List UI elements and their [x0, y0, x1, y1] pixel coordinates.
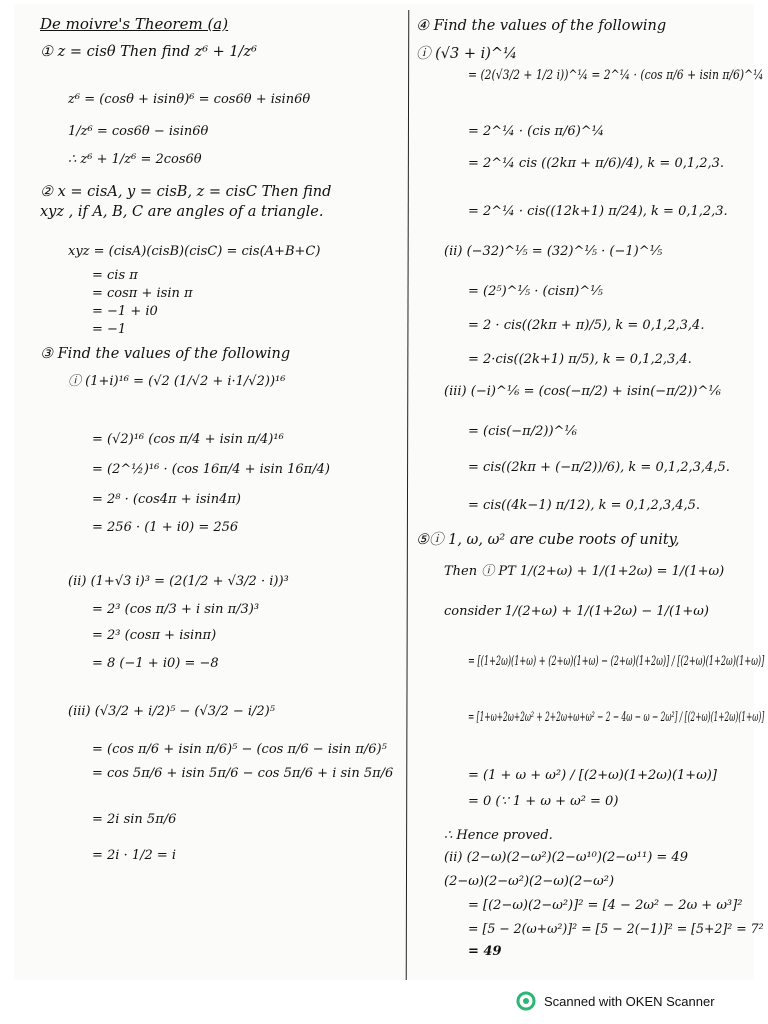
left-column-line: = (√2)¹⁶ (cos π/4 + isin π/4)¹⁶: [92, 432, 284, 447]
right-column-line: ∴ Hence proved.: [444, 828, 553, 843]
left-column-line: ② x = cisA, y = cisB, z = cisC Then find: [40, 184, 332, 200]
left-column-line: = cosπ + isin π: [92, 286, 193, 301]
right-column-line: ⓘ (√3 + i)^¼: [416, 46, 518, 62]
right-column-line: (ii) (−32)^⅕ = (32)^⅕ · (−1)^⅕: [444, 244, 663, 259]
left-column-line: = 2i · 1/2 = i: [92, 848, 177, 863]
left-column-line: = 2³ (cos π/3 + i sin π/3)³: [92, 602, 260, 617]
left-column-line: = 256 · (1 + i0) = 256: [92, 520, 239, 535]
right-column-line: ⑤ⓘ 1, ω, ω² are cube roots of unity,: [416, 532, 680, 548]
notebook-paper: [14, 4, 765, 980]
left-column-line: = cos 5π/6 + isin 5π/6 − cos 5π/6 + i sin 5π/6: [92, 766, 394, 781]
column-divider: [406, 10, 410, 980]
left-column-line: ⓘ (1+i)¹⁶ = (√2 (1/√2 + i·1/√2))¹⁶: [68, 374, 286, 389]
left-column-line: De moivre's Theorem (a): [40, 15, 229, 33]
left-column-line: (ii) (1+√3 i)³ = (2(1/2 + √3/2 · i))³: [68, 574, 289, 589]
right-column-line: = (2(√3/2 + 1/2 i))^¼ = 2^¼ · (cos π/6 + isin π/6)^¼: [468, 68, 764, 83]
left-column-line: = cis π: [92, 268, 138, 283]
left-column-line: (iii) (√3/2 + i/2)⁵ − (√3/2 − i/2)⁵: [68, 704, 275, 719]
left-column-line: = 2³ (cosπ + isinπ): [92, 628, 217, 643]
left-column-line: 1/z⁶ = cos6θ − isin6θ: [68, 124, 209, 139]
left-column-line: ③ Find the values of the following: [40, 346, 291, 362]
left-column-line: = 8 (−1 + i0) = −8: [92, 656, 219, 671]
right-column-line: = cis((4k−1) π/12), k = 0,1,2,3,4,5.: [468, 498, 701, 513]
left-column-line: xyz , if A, B, C are angles of a triangle.: [40, 204, 324, 220]
right-column-line: ④ Find the values of the following: [416, 18, 667, 34]
left-column-line: = (cos π/6 + isin π/6)⁵ − (cos π/6 − isin π/6)⁵: [92, 742, 387, 757]
right-column-line: = [5 − 2(ω+ω²)]² = [5 − 2(−1)]² = [5+2]² = 7²: [468, 922, 764, 937]
scanner-watermark: [516, 990, 715, 1012]
right-column-line: = 2·cis((2k+1) π/5), k = 0,1,2,3,4.: [468, 352, 692, 367]
left-column-line: ① z = cisθ Then find z⁶ + 1/z⁶: [40, 44, 257, 60]
right-column-line: = cis((2kπ + (−π/2))/6), k = 0,1,2,3,4,5.: [468, 460, 730, 475]
left-column-line: = 2i sin 5π/6: [92, 812, 177, 827]
left-column-line: ∴ z⁶ + 1/z⁶ = 2cos6θ: [68, 152, 202, 167]
left-column-line: = 2⁸ · (cos4π + isin4π): [92, 492, 241, 507]
right-column-line: (2−ω)(2−ω²)(2−ω)(2−ω²): [444, 874, 615, 889]
left-column-line: = −1 + i0: [92, 304, 158, 319]
left-column-line: = (2^½)¹⁶ · (cos 16π/4 + isin 16π/4): [92, 462, 330, 477]
oken-scanner-logo-icon: [516, 991, 536, 1011]
right-column-line: = [(1+2ω)(1+ω) + (2+ω)(1+ω) − (2+ω)(1+2ω)] / [(2+ω)(1+2ω)(1+ω)]: [468, 654, 765, 669]
right-column-line: = 2^¼ · (cis π/6)^¼: [468, 124, 605, 139]
right-column-line: consider 1/(2+ω) + 1/(1+2ω) − 1/(1+ω): [444, 604, 709, 619]
right-column-line: Then ⓘ PT 1/(2+ω) + 1/(1+2ω) = 1/(1+ω): [444, 564, 725, 579]
left-column-line: z⁶ = (cosθ + isinθ)⁶ = cos6θ + isin6θ: [68, 92, 311, 107]
scanner-label: Scanned with OKEN Scanner: [544, 993, 715, 1009]
left-column-line: xyz = (cisA)(cisB)(cisC) = cis(A+B+C): [68, 244, 321, 259]
right-column-line: = (2⁵)^⅕ · (cisπ)^⅕: [468, 284, 603, 299]
right-column-line: = (cis(−π/2))^⅙: [468, 424, 578, 439]
right-column-line: = [(2−ω)(2−ω²)]² = [4 − 2ω² − 2ω + ω³]²: [468, 898, 743, 913]
right-column-line: (ii) (2−ω)(2−ω²)(2−ω¹⁰)(2−ω¹¹) = 49: [444, 850, 688, 865]
right-column-line: (iii) (−i)^⅙ = (cos(−π/2) + isin(−π/2))^⅙: [444, 384, 721, 399]
right-column-line: = 0 (∵ 1 + ω + ω² = 0): [468, 794, 619, 809]
right-column-line: = 2^¼ cis ((2kπ + π/6)/4), k = 0,1,2,3.: [468, 156, 725, 171]
right-column-line: = (1 + ω + ω²) / [(2+ω)(1+2ω)(1+ω)]: [468, 768, 717, 783]
right-column-line: = 2 · cis((2kπ + π)/5), k = 0,1,2,3,4.: [468, 318, 705, 333]
right-column-line: = 49: [468, 944, 502, 959]
right-column-line: = 2^¼ · cis((12k+1) π/24), k = 0,1,2,3.: [468, 204, 728, 219]
left-column-line: = −1: [92, 322, 127, 337]
right-column-line: = [1+ω+2ω+2ω² + 2+2ω+ω+ω² − 2 − 4ω − ω − 2ω²] / [(2+ω)(1+2ω)(1+ω)]: [468, 710, 765, 725]
